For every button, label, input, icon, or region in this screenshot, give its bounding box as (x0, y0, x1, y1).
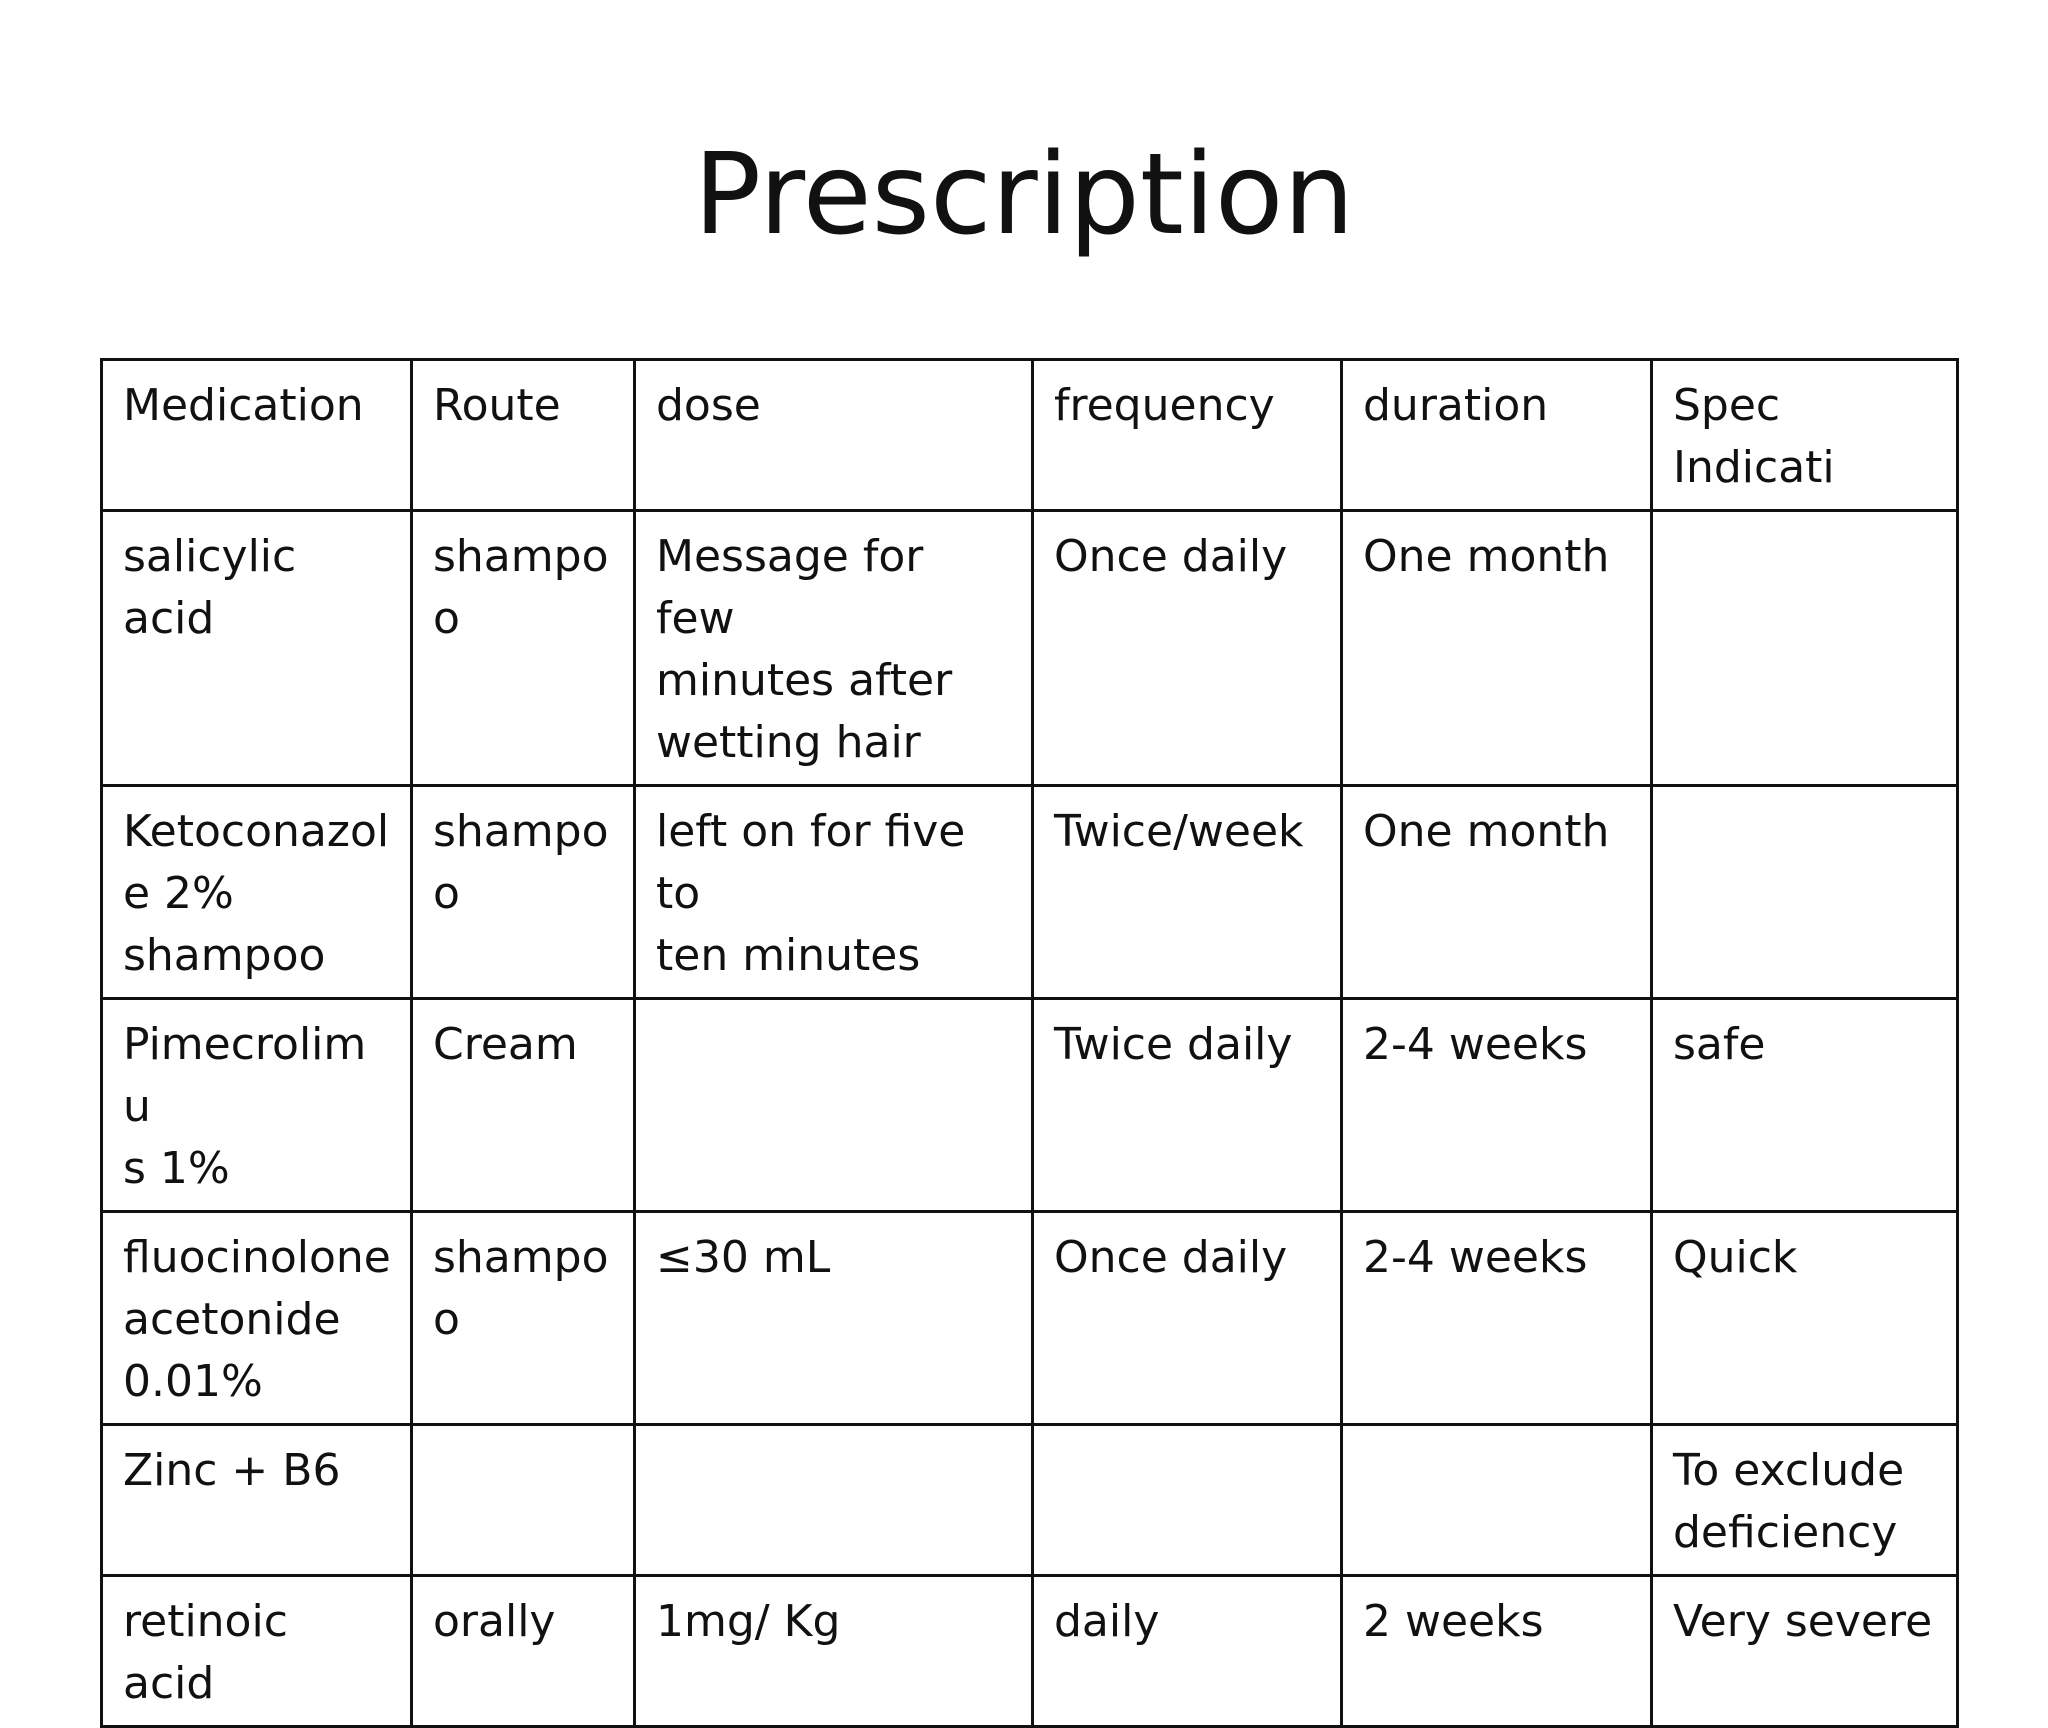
cell-dose (635, 1425, 1033, 1576)
cell-medication: Ketoconazol e 2% shampoo (102, 786, 412, 999)
prescription-table (100, 358, 1959, 1728)
cell-route: shampo o (412, 1212, 635, 1425)
cell-medication: Pimecrolimu s 1% (102, 999, 412, 1212)
page-title: Prescription (693, 130, 1355, 260)
table-row (102, 1212, 1958, 1425)
table-row (102, 511, 1958, 786)
cell-frequency: Twice daily (1033, 999, 1342, 1212)
table-header-row (102, 360, 1958, 511)
cell-duration (1342, 1425, 1652, 1576)
table-row (102, 786, 1958, 999)
cell-route: shampo o (412, 786, 635, 999)
cell-frequency: Once daily (1033, 1212, 1342, 1425)
cell-medication: Zinc + B6 (102, 1425, 412, 1576)
cell-dose: ≤30 mL (635, 1212, 1033, 1425)
cell-dose: 1mg/ Kg (635, 1576, 1033, 1727)
cell-dose: left on for five to ten minutes (635, 786, 1033, 999)
cell-spec-indication: Quick (1652, 1212, 1958, 1425)
cell-duration: 2 weeks (1342, 1576, 1652, 1727)
cell-spec-indication (1652, 511, 1958, 786)
cell-duration: 2-4 weeks (1342, 1212, 1652, 1425)
cell-duration: One month (1342, 786, 1652, 999)
cell-route (412, 1425, 635, 1576)
cell-medication: salicylic acid (102, 511, 412, 786)
header-medication: Medication (102, 360, 412, 511)
cell-medication: retinoic acid (102, 1576, 412, 1727)
cell-duration: 2-4 weeks (1342, 999, 1652, 1212)
cell-route: orally (412, 1576, 635, 1727)
header-frequency: frequency (1033, 360, 1342, 511)
header-dose: dose (635, 360, 1033, 511)
cell-frequency: Once daily (1033, 511, 1342, 786)
cell-spec-indication: To exclude deficiency (1652, 1425, 1958, 1576)
table-row (102, 999, 1958, 1212)
cell-spec-indication (1652, 786, 1958, 999)
header-duration: duration (1342, 360, 1652, 511)
header-spec-indication: Spec Indicati (1652, 360, 1958, 511)
cell-dose (635, 999, 1033, 1212)
cell-frequency (1033, 1425, 1342, 1576)
table-row (102, 1576, 1958, 1727)
cell-route: Cream (412, 999, 635, 1212)
cell-frequency: daily (1033, 1576, 1342, 1727)
cell-route: shampo o (412, 511, 635, 786)
cell-spec-indication: Very severe (1652, 1576, 1958, 1727)
cell-frequency: Twice/week (1033, 786, 1342, 999)
table-row (102, 1425, 1958, 1576)
header-route: Route (412, 360, 635, 511)
cell-medication: fluocinolone acetonide 0.01% (102, 1212, 412, 1425)
cell-dose: Message for few minutes after wetting hair (635, 511, 1033, 786)
cell-spec-indication: safe (1652, 999, 1958, 1212)
cell-duration: One month (1342, 511, 1652, 786)
